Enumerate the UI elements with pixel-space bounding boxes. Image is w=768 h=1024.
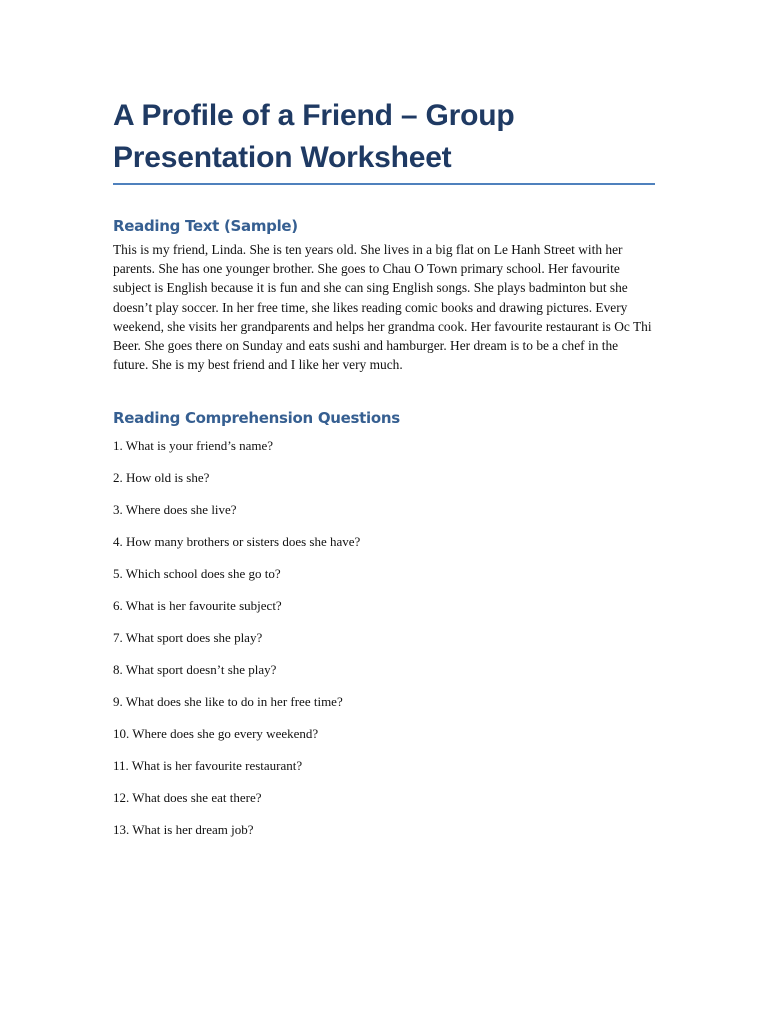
- question-item: 6. What is her favourite subject?: [113, 598, 282, 614]
- question-item: 10. Where does she go every weekend?: [113, 726, 319, 742]
- question-item: 4. How many brothers or sisters does she have?: [113, 534, 361, 550]
- question-item: 3. Where does she live?: [113, 502, 237, 518]
- question-item: 7. What sport does she play?: [113, 630, 263, 646]
- question-item: 1. What is your friend’s name?: [113, 438, 274, 454]
- questions-list: [113, 430, 655, 846]
- question-item: 2. How old is she?: [113, 470, 210, 486]
- question-item: 13. What is her dream job?: [113, 822, 254, 838]
- question-item: 8. What sport doesn’t she play?: [113, 662, 277, 678]
- reading-text-paragraph: This is my friend, Linda. She is ten years old. She lives in a big flat on Le Hanh Street with her parents. She has one younger brother. She goes to Chau O Town primary school. Her favourite subject is English because it is fun and she can sing English songs. She plays badminton but she doesn’t play soccer. In her free time, she likes reading comic books and drawing pictures. Every weekend, she visits her grandparents and helps her grandma cook. Her favourite restaurant is Oc Thi Beer. She goes there on Sunday and eats sushi and hamburger. Her dream is to be a chef in the future. She is my best friend and I like her very much.: [113, 242, 652, 373]
- document-title: A Profile of a Friend – Group Presentation Worksheet: [113, 95, 655, 185]
- question-item: 11. What is her favourite restaurant?: [113, 758, 303, 774]
- reading-text-heading: Reading Text (Sample): [113, 217, 298, 235]
- question-item: 5. Which school does she go to?: [113, 566, 281, 582]
- question-item: 12. What does she eat there?: [113, 790, 262, 806]
- question-item: 9. What does she like to do in her free time?: [113, 694, 343, 710]
- document-content: [113, 95, 655, 846]
- questions-heading: Reading Comprehension Questions: [113, 409, 400, 428]
